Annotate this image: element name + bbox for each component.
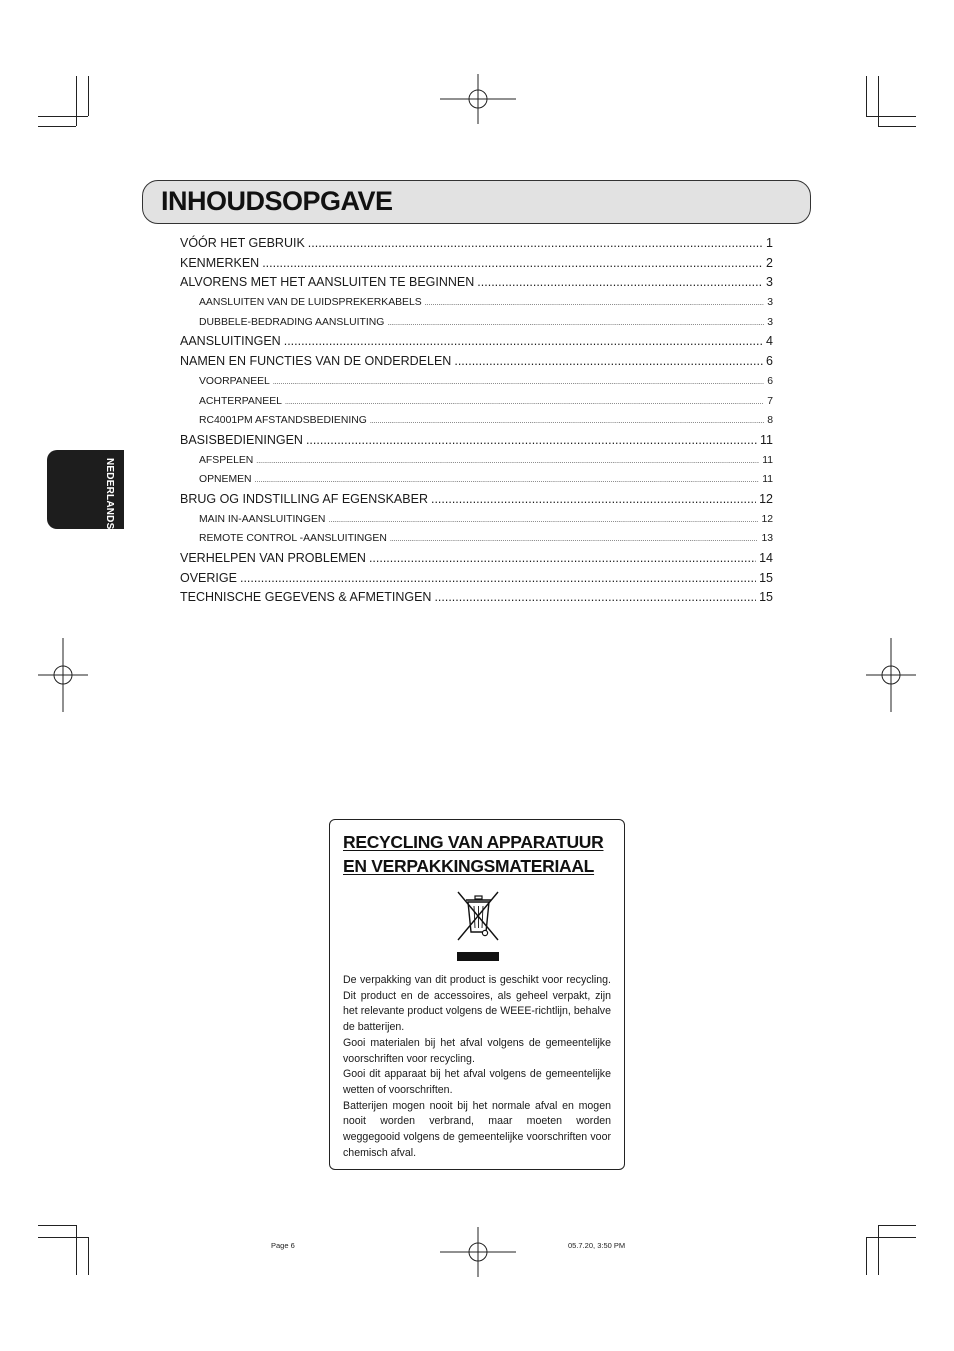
separator-bar <box>457 952 499 961</box>
toc-entry-label: ACHTERPANEEL <box>199 395 282 407</box>
toc-dot-leader <box>285 393 764 413</box>
toc-entry-label: RC4001PM AFSTANDSBEDIENING <box>199 415 367 427</box>
toc-entry-page: 8 <box>767 415 773 427</box>
toc-dot-leader <box>262 254 763 274</box>
page-title: INHOUDSOPGAVE <box>161 186 393 216</box>
toc-entry[interactable] <box>180 234 773 254</box>
toc-entry[interactable] <box>180 392 773 412</box>
toc-entry[interactable] <box>180 372 773 392</box>
toc-entry-label: KENMERKEN <box>180 255 260 270</box>
registration-mark-top <box>440 74 516 124</box>
toc-dot-leader <box>369 549 756 569</box>
registration-mark-bottom <box>440 1227 516 1277</box>
toc-dot-leader <box>240 569 756 589</box>
toc-entry[interactable] <box>180 529 773 549</box>
toc-entry-page: 12 <box>759 491 773 506</box>
toc-entry-page: 2 <box>766 255 773 270</box>
toc-entry[interactable] <box>180 549 773 569</box>
toc-entry[interactable] <box>180 569 773 589</box>
toc-entry-label: OPNEMEN <box>199 474 252 486</box>
toc-entry-page: 6 <box>766 354 773 369</box>
toc-entry-label: BASISBEDIENINGEN <box>180 432 303 447</box>
toc-dot-leader <box>477 273 763 293</box>
toc-entry-label: VOORPANEEL <box>199 375 270 387</box>
footer-page-label: Page 6 <box>271 1241 295 1250</box>
language-tab-label: NEDERLANDS <box>104 458 115 530</box>
registration-mark-right <box>866 638 916 712</box>
toc-dot-leader <box>273 373 764 393</box>
toc-dot-leader <box>387 314 764 334</box>
toc-dot-leader <box>328 511 758 531</box>
toc-dot-leader <box>256 452 759 472</box>
language-tab <box>47 450 124 529</box>
recycling-heading-line-2: EN VERPAKKINGSMATERIAAL <box>343 856 595 876</box>
toc-entry[interactable] <box>180 293 773 313</box>
toc-entry[interactable] <box>180 411 773 431</box>
toc-dot-leader <box>390 530 759 550</box>
toc-entry-label: NAMEN EN FUNCTIES VAN DE ONDERDELEN <box>180 354 452 369</box>
toc-entry[interactable] <box>180 254 773 274</box>
toc-entry-label: AANSLUITINGEN <box>180 334 281 349</box>
table-of-contents <box>180 234 773 608</box>
toc-dot-leader <box>425 294 765 314</box>
toc-entry-label: AFSPELEN <box>199 454 254 466</box>
toc-entry-page: 1 <box>766 236 773 250</box>
toc-dot-leader <box>454 352 763 372</box>
toc-entry-page: 14 <box>759 551 773 565</box>
toc-dot-leader <box>284 332 763 352</box>
toc-entry[interactable] <box>180 431 773 451</box>
recycling-notice <box>329 819 625 1170</box>
toc-entry-label: REMOTE CONTROL -AANSLUITINGEN <box>199 533 387 545</box>
toc-entry-page: 3 <box>767 316 773 328</box>
toc-entry-page: 7 <box>767 395 773 407</box>
toc-entry[interactable] <box>180 313 773 333</box>
toc-entry[interactable] <box>180 332 773 352</box>
toc-entry-page: 13 <box>761 533 773 545</box>
toc-entry-label: VERHELPEN VAN PROBLEMEN <box>180 551 366 565</box>
toc-entry-page: 12 <box>761 513 773 525</box>
recycling-paragraph: Gooi dit apparaat bij het afval volgens de gemeentelijke wetten of voorschriften. <box>343 1068 611 1096</box>
toc-dot-leader <box>308 234 763 254</box>
toc-dot-leader <box>431 490 756 510</box>
toc-entry-label: DUBBELE-BEDRADING AANSLUITING <box>199 316 385 328</box>
toc-entry[interactable] <box>180 273 773 293</box>
toc-entry-page: 15 <box>759 570 773 585</box>
recycling-paragraph: De verpakking van dit product is geschikt voor recycling. Dit product en de accessoires, als geheel verpakt, zijn het relevante product volgens de WEEE-richtlijn, behalve de batterijen. <box>343 974 611 1034</box>
toc-dot-leader <box>370 412 764 432</box>
toc-entry[interactable] <box>180 451 773 471</box>
toc-dot-leader <box>434 588 756 608</box>
toc-entry-page: 4 <box>766 334 773 349</box>
toc-entry-label: AANSLUITEN VAN DE LUIDSPREKERKABELS <box>199 297 422 309</box>
toc-entry-label: TECHNISCHE GEGEVENS & AFMETINGEN <box>180 590 432 605</box>
toc-entry-page: 6 <box>767 375 773 387</box>
toc-entry-page: 3 <box>766 275 773 290</box>
toc-entry-page: 15 <box>759 590 773 605</box>
toc-entry-page: 3 <box>767 297 773 309</box>
toc-dot-leader <box>255 471 760 491</box>
toc-entry-label: ALVORENS MET HET AANSLUITEN TE BEGINNEN <box>180 275 475 290</box>
toc-entry-label: OVERIGE <box>180 570 237 585</box>
toc-entry-page: 11 <box>762 474 773 486</box>
title-banner <box>142 180 811 224</box>
toc-entry-label: MAIN IN-AANSLUITINGEN <box>199 513 326 525</box>
recycling-paragraph: Batterijen mogen nooit bij het normale afval en mogen nooit worden verbrand, maar moeten worden weggegooid volgens de gemeentelijke voorschriften voor chemisch afval. <box>343 1099 611 1159</box>
recycling-text <box>343 973 611 1161</box>
toc-entry[interactable] <box>180 352 773 372</box>
toc-entry[interactable] <box>180 470 773 490</box>
recycling-paragraph: Gooi materialen bij het afval volgens de gemeentelijke voorschriften voor recycling. <box>343 1036 611 1065</box>
toc-dot-leader <box>306 431 757 451</box>
toc-entry-label: VÓÓR HET GEBRUIK <box>180 236 305 250</box>
toc-entry[interactable] <box>180 588 773 608</box>
registration-mark-left <box>38 638 88 712</box>
recycling-heading-line-1: RECYCLING VAN APPARATUUR <box>343 832 604 852</box>
toc-entry-label: BRUG OG INDSTILLING AF EGENSKABER <box>180 491 428 506</box>
toc-entry-page: 11 <box>760 432 773 447</box>
crossed-out-wheelie-bin-icon <box>454 890 502 942</box>
toc-entry[interactable] <box>180 510 773 530</box>
toc-entry[interactable] <box>180 490 773 510</box>
recycling-heading <box>343 830 618 878</box>
footer-timestamp: 05.7.20, 3:50 PM <box>568 1241 626 1250</box>
toc-entry-page: 11 <box>762 454 773 466</box>
